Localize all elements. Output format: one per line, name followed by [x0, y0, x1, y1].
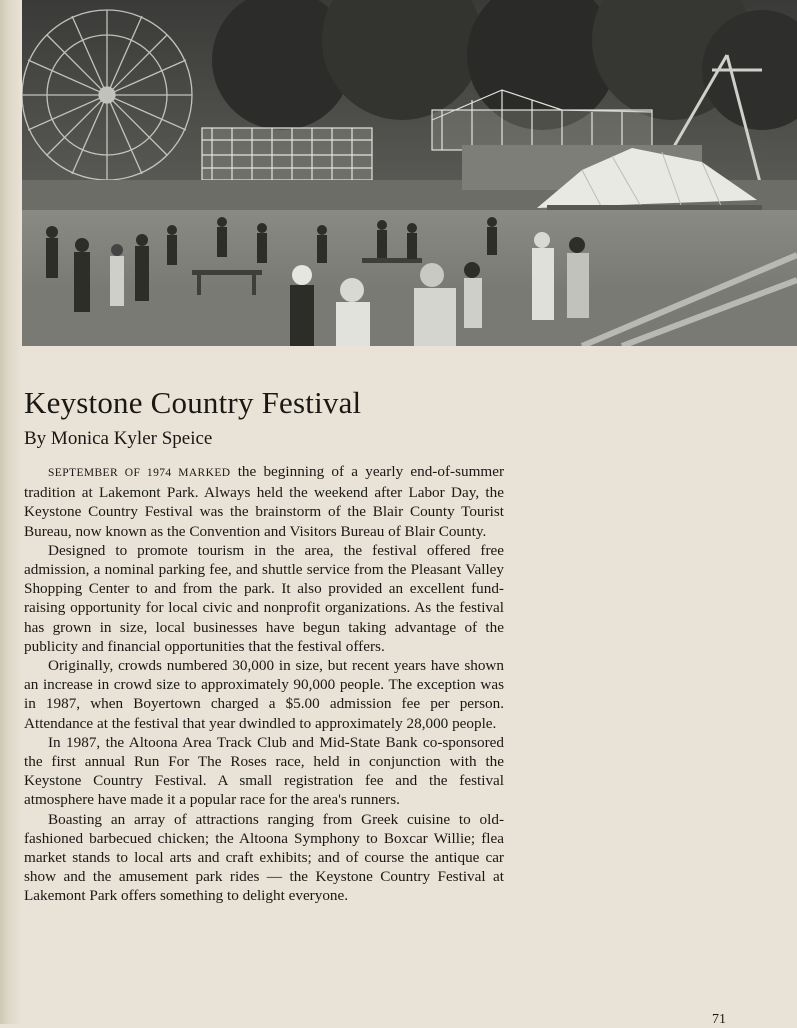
festival-photo	[22, 0, 797, 346]
paragraph-1-text: the beginning of a yearly end-of-summer tradition at Lakemont Park. Always held the weekend after Labor Day, the Keystone Country Festival was the brainstorm of the Blair County Tourist Bureau, now known as the Convention and Visitors Bureau of Blair County.	[24, 463, 505, 540]
lead-in-caps: SEPTEMBER OF 1974 MARKED	[48, 467, 231, 479]
page-number: 71	[712, 1012, 726, 1027]
paragraph-3: Originally, crowds numbered 30,000 in size, but recent years have shown an increase in crowd size to approximately 90,000 people. The exception was in 1987, when Boyertown charged a $5.00 admission fee per person. Attendance at the festival that year dwindled to approximately 28,000 people.	[24, 657, 504, 732]
paragraph-2: Designed to promote tourism in the area, the festival offered free admission, a nominal parking fee, and shuttle service from the Pleasant Valley Shopping Center to and from the park. It also provided an excellent fund-raising opportunity for local civic and nonprofit organizations. As the festival has grown in size, local businesses have begun taking advantage of the publicity and financial opportunities that the festival offers.	[24, 541, 504, 655]
article-byline: By Monica Kyler Speice	[24, 428, 213, 449]
article-title: Keystone Country Festival	[24, 385, 362, 420]
ferris-wheel	[22, 10, 192, 180]
paragraph-4: In 1987, the Altoona Area Track Club and Mid-State Bank co-sponsored the first annual Run For The Roses race, held in conjunction with the Keystone Country Festival. A small registration fee and the festival atmosphere have made it a popular race for the area's runners.	[24, 733, 504, 809]
paragraph-5: Boasting an array of attractions ranging from Greek cuisine to old-fashioned barbecued chicken; the Altoona Symphony to Boxcar Willie; flea market stands to local arts and craft exhibits; and of course the antique car show and the amusement park rides — the Keystone Country Festival at Lakemont Park offers something to delight everyone.	[24, 810, 504, 905]
paragraph-1	[24, 462, 504, 541]
article-body	[24, 462, 504, 906]
page-binding-edge	[0, 0, 22, 1024]
